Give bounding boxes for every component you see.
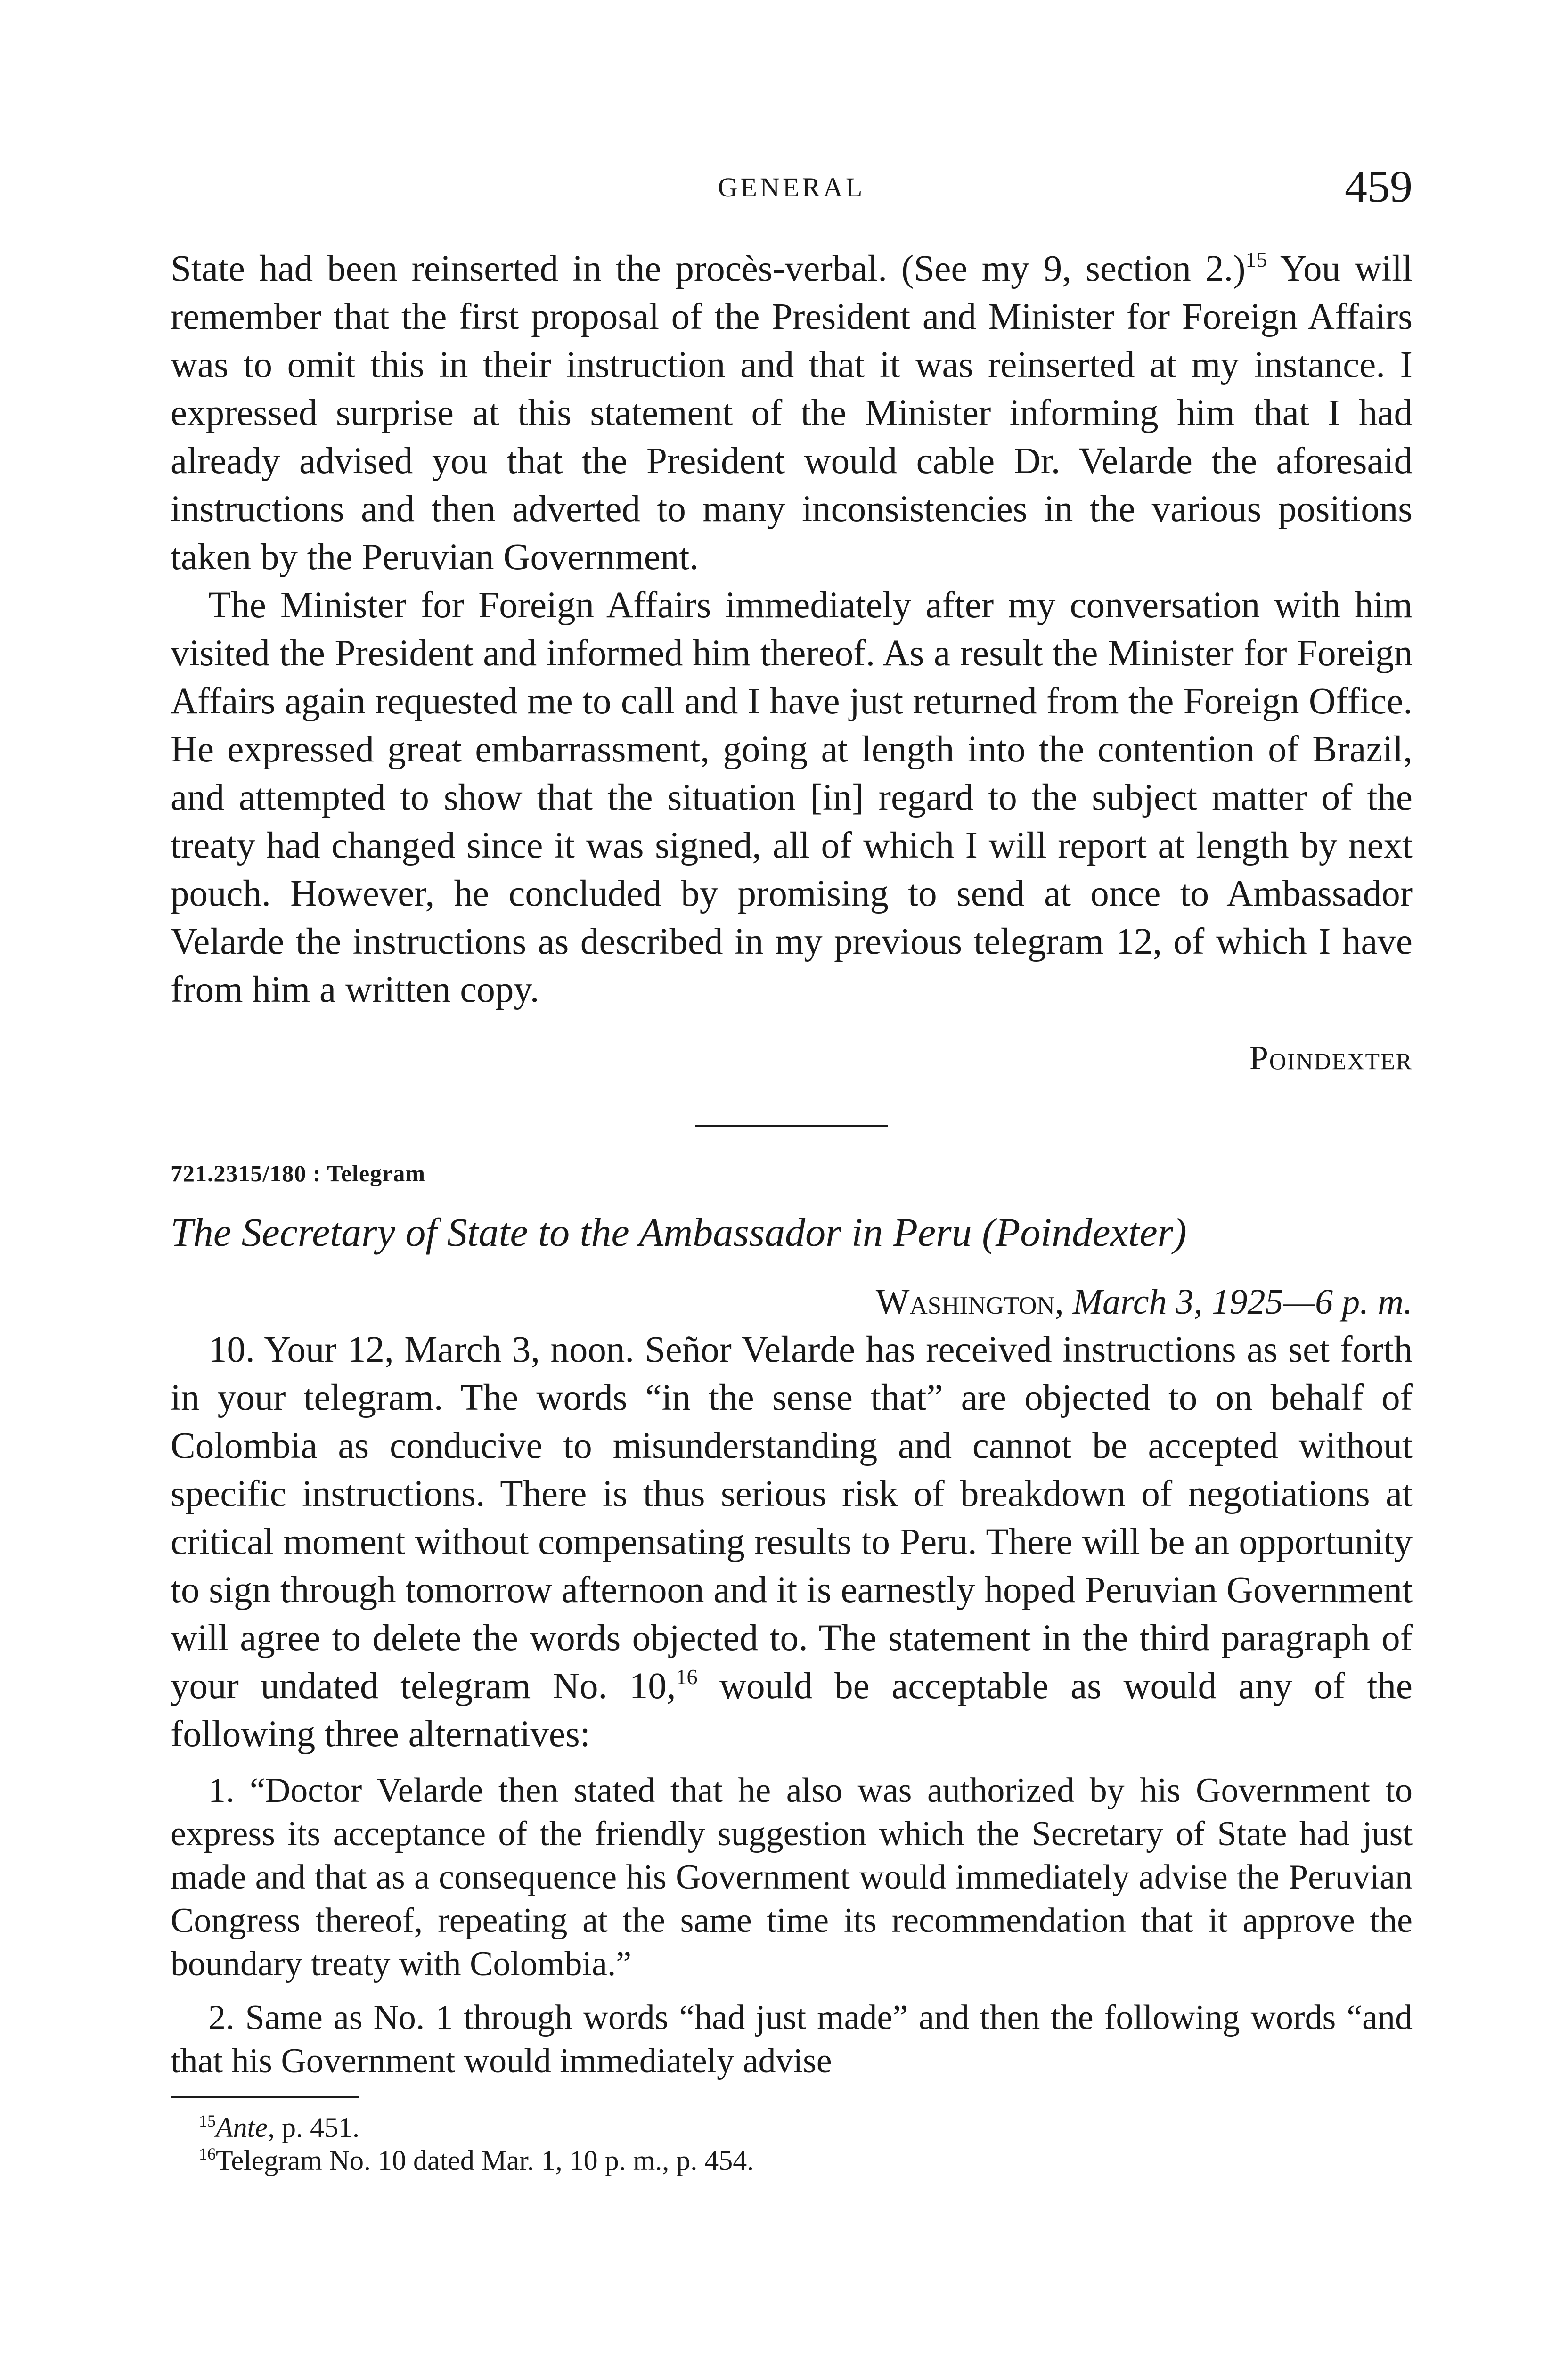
footnote-15 (171, 2111, 1413, 2144)
paragraph-text: State had been reinserted in the procès-verbal. (See my 9, section 2.) (171, 248, 1246, 289)
paragraph-text: 10. Your 12, March 3, noon. Señor Velarde has received instructions as set forth in your telegram. The words “in the sense that” are objected to on behalf of Colombia as conducive to misunderstanding and cannot be accepted without specific instructions. There is thus serious risk of breakdown of negotiations at critical moment without compensating results to Peru. There will be an opportunity to sign through tomorrow afternoon and it is earnestly hoped Peruvian Government will agree to delete the words objected to. The statement in the third paragraph of your undated telegram No. 10, (171, 1329, 1413, 1707)
alternative-2: 2. Same as No. 1 through words “had just made” and then the following words “and that his Government would immediately advise (171, 1998, 1413, 2080)
footnote-ref-16: 16 (676, 1665, 698, 1689)
footnote-text: p. 451. (274, 2112, 359, 2143)
telegram-1-paragraph-1 (171, 245, 1413, 581)
dateline-date: March 3, 1925—6 p. m. (1063, 1282, 1413, 1322)
page-number: 459 (1345, 161, 1413, 212)
document-title: The Secretary of State to the Ambassador in Peru (Poindexter) (171, 1210, 1187, 1255)
footnote-ref-15: 15 (1245, 247, 1267, 271)
main-text (171, 245, 1413, 2177)
file-reference: 721.2315/180 : Telegram (171, 1160, 426, 1186)
alternative-1: 1. “Doctor Velarde then stated that he also was authorized by his Government to express its acceptance of the friendly suggestion which the Secretary of State had just made and that as a consequence his Government would immediately advise the Peruvian Congress thereof, repeating at the same time its recommendation that it approve the boundary treaty with Colombia.” (171, 1771, 1413, 1983)
footnote-text: Telegram No. 10 dated Mar. 1, 10 p. m., p. 454. (216, 2145, 754, 2176)
telegram-2-paragraph-1 (171, 1326, 1413, 1759)
dateline-place: Washington, (875, 1282, 1064, 1322)
telegram-1-paragraph-2: The Minister for Foreign Affairs immediately after my conversation with him visited the President and informed him thereof. As a result the Minister for Foreign Affairs again requested me to call and I have just returned from the Foreign Office. He expressed great embarrassment, going at length into the contention of Brazil, and attempted to show that the situation [in] regard to the subject matter of the treaty had changed since it was signed, all of which I will report at length by next pouch. However, he concluded by promising to send at once to Ambassador Velarde the instructions as described in my previous telegram 12, of which I have from him a written copy. (171, 585, 1413, 1010)
footnote-number: 16 (199, 2144, 216, 2163)
paragraph-text: would be acceptable as would any of the following three alternatives: (171, 1666, 1413, 1755)
footnotes (171, 2111, 1413, 2177)
footnote-italic: Ante, (216, 2112, 275, 2143)
running-head: GENERAL (718, 172, 866, 203)
page-header (171, 160, 1413, 217)
dateline (171, 1278, 1413, 1326)
paragraph-text: You will remember that the first proposal of the President and Minister for Foreign Affairs was to omit this in their instruction and that it was reinserted at my instance. I expressed surprise at this statement of the Minister informing him that I had already advised you that the President would cable Dr. Velarde the aforesaid instructions and then adverted to many inconsistencies in the various positions taken by the Peruvian Government. (171, 248, 1413, 578)
footnote-divider (171, 2096, 359, 2098)
section-divider (695, 1125, 888, 1127)
signature: Poindexter (1249, 1039, 1413, 1077)
footnote-16 (171, 2144, 1413, 2177)
footnote-number: 15 (199, 2111, 216, 2130)
